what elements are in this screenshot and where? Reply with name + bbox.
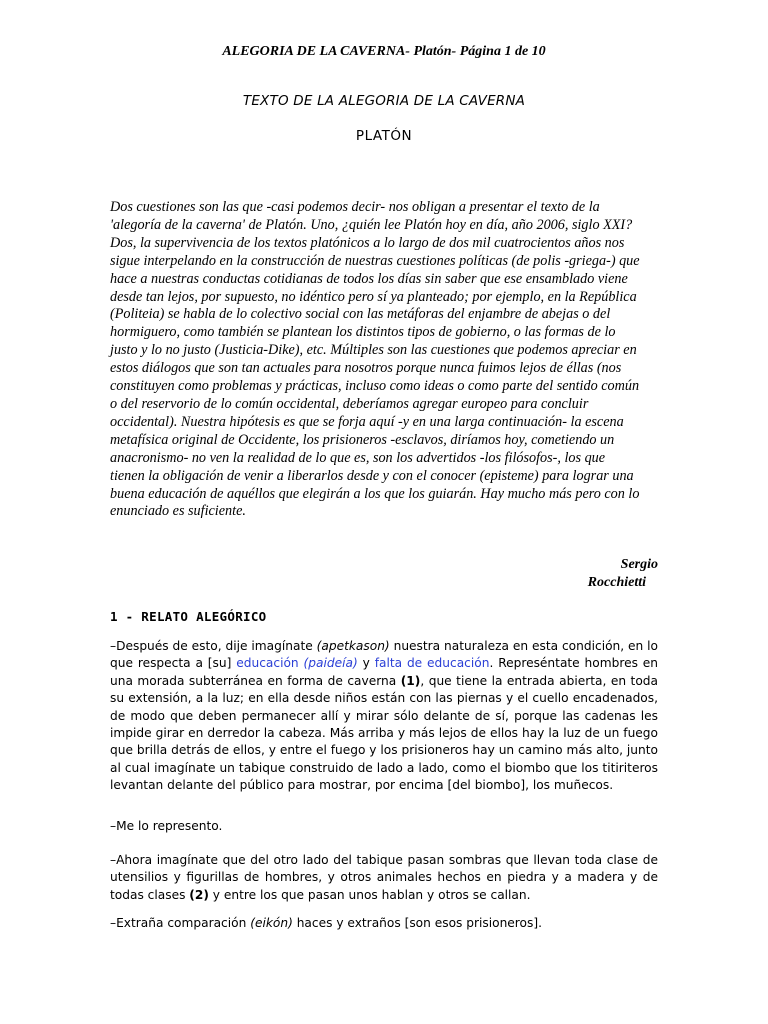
- footnote-ref: (2): [189, 887, 209, 902]
- text-span: –Extraña comparación: [110, 916, 251, 930]
- link-lack-of-education[interactable]: falta de educación: [374, 656, 490, 671]
- link-education[interactable]: educación: [236, 656, 299, 671]
- text-span: –Ahora imagínate que del otro lado del tabique pasan sombras que llevan toda clase de utensilios y figurillas de hombres, y otros animales hechos en piedra y a madera y de todas clases: [110, 853, 658, 902]
- link-paideia[interactable]: (paideía): [303, 656, 358, 671]
- signature-last-name: Rocchietti: [587, 575, 646, 590]
- body-paragraph: [110, 915, 658, 932]
- body-paragraph: [110, 852, 658, 904]
- greek-term: (eikón): [250, 916, 293, 930]
- text-span: y entre los que pasan unos hablan y otros se callan.: [208, 887, 531, 902]
- text-span: –Después de esto, dije imagínate: [110, 639, 317, 653]
- document-author: PLATÓN: [355, 128, 413, 144]
- body-paragraph: [110, 638, 658, 795]
- body-paragraph: –Me lo represento.: [110, 819, 223, 833]
- text-span: , que tiene la entrada abierta, en toda su extensión, a la luz; en ella desde niños están con las piernas y el cuello encadenados, de modo que deben permanecer allí y mirar sólo delante de sí, porque las cadenas les impide girar en derredor la cabeza. Más arriba y más lejos de ellos hay la luz de un fuego que brilla detrás de ellos, y entre el fuego y los prisioneros hay un camino más alto, junto al cual imagínate un tabique construido de lado a lado, como el biombo que los titiriteros levantan delante del público para mostrar, por encima [del biombo], los muñecos.: [110, 673, 659, 793]
- text-span: y: [357, 656, 375, 671]
- text-span: nuestra naturaleza en esta condición, en lo que respecta a [su]: [110, 639, 658, 671]
- text-span: . Represéntate hombres en una morada subterránea en forma de caverna: [110, 656, 659, 688]
- text-span: haces y extraños [son esos prisioneros].: [292, 916, 542, 930]
- document-title: TEXTO DE LA ALEGORIA DE LA CAVERNA: [242, 93, 526, 109]
- signature-first-name: Sergio: [620, 557, 658, 572]
- running-header: ALEGORIA DE LA CAVERNA- Platón- Página 1 de 10: [222, 44, 546, 59]
- greek-term: (apetkason): [316, 639, 390, 653]
- section-heading: 1 - RELATO ALEGÓRICO: [110, 609, 267, 624]
- intro-paragraph: Dos cuestiones son las que -casi podemos decir- nos obligan a presentar el texto de la 'alegoría de la caverna' de Platón. Uno, ¿quién lee Platón hoy en día, año 2006, siglo XXI? Dos, la supervivencia de los textos platónicos a lo largo de dos mil cuatrocientos años nos sigue interpelando en la construcción de nuestras cuestiones políticas (de polis -griega-) que hace a nuestras conductas cotidianas de todos los días sin saber que ese ensamblado viene desde tan lejos, por supuesto, no idéntico pero sí ya planteado; por ejemplo, en la República (Politeia) se habla de lo colectivo social con las metáforas del enjambre de abejas o del hormiguero, como también se plantean los distintos tipos de gobierno, o las formas de lo justo y lo no justo (Justicia-Dike), etc. Múltiples son las cuestiones que podemos apreciar en estos diálogos que son tan actuales para nosotros porque nunca fuimos lejos de éllas (nos constituyen como problemas y prácticas, incluso como ideas o como parte del sentido común o del reservorio de lo común occidental, deberíamos agregar europeo para concluir occidental). Nuestra hipótesis es que se forja aquí -y en una larga continuación- la escena metafísica original de Occidente, los prisioneros -esclavos, diríamos hoy, cometiendo un anacronismo- no ven la realidad de lo que es, son los advertidos -los filósofos-, los que tienen la obligación de venir a liberarlos desde y con el conocer (episteme) para lograr una buena educación de aquéllos que elegirán a los que los guiarán. Hay mucho más pero con lo enunciado es suficiente.: [110, 199, 640, 520]
- footnote-ref: (1): [400, 673, 421, 688]
